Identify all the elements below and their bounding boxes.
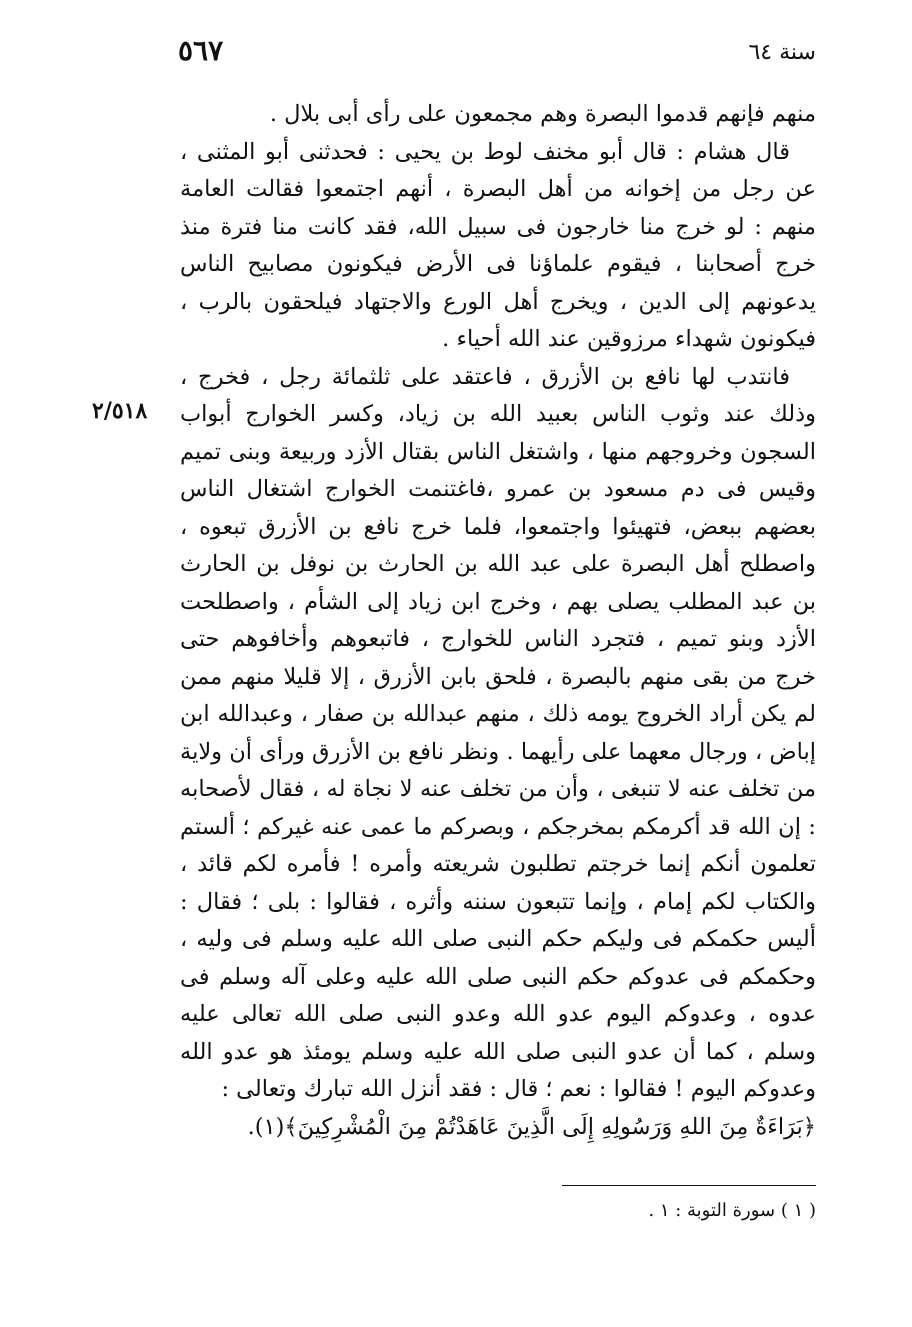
page-header [0, 34, 912, 74]
margin-reference: ٢/٥١٨ [92, 398, 148, 424]
footnote: ( ١ ) سورة التوبة : ١ . [648, 1200, 816, 1221]
running-head: سنة ٦٤ [748, 40, 816, 65]
body-text [180, 96, 816, 1146]
footnote-divider [562, 1185, 816, 1186]
paragraph-nafi-departure: فانتدب لها نافع بن الأزرق ، فاعتقد على ثلثمائة رجل ، فخرج ، وذلك عند وثوب الناس بعبيد الله بن زياد، وكسر الخوارج أبواب السجون وخروجهم منها ، واشتغل الناس بقتال الأزد وربيعة وبنى تميم وقيس فى دم مسعود بن عمرو ،فاغتنمت الخوارج اشتغال الناس بعضهم ببعض، فتهيئوا واجتمعوا، فلما خرج نافع بن الأزرق تبعوه ، واصطلح أهل البصرة على عبد الله بن الحارث بن نوفل بن الحارث بن عبد المطلب يصلى بهم ، وخرج ابن زياد إلى الشأم ، واصطلحت الأزد وبنو تميم ، فتجرد الناس للخوارج ، فاتبعوهم وأخافوهم حتى خرج من بقى منهم بالبصرة ، فلحق بابن الأزرق ، إلا قليلا منهم ممن لم يكن أراد الخروج يومه ذلك ، منهم عبدالله بن صفار ، وعبدالله ابن إباض ، ورجال معهما على رأيهما . ونظر نافع بن الأزرق ورأى أن ولاية من تخلف عنه لا تنبغى ، وأن من تخلف عنه لا نجاة له ، فقال لأصحابه : إن الله قد أكرمكم بمخرجكم ، وبصركم ما عمى عنه غيركم ؛ ألستم تعلمون أنكم إنما خرجتم تطلبون شريعته وأمره ! فأمره لكم قائد ، والكتاب لكم إمام ، وإنما تتبعون سننه وأثره ، فقالوا : بلى ؛ فقال : أليس حكمكم فى وليكم حكم النبى صلى الله عليه وسلم فى وليه ، وحكمكم فى عدوكم حكم النبى صلى الله عليه وعلى آله وسلم فى عدوه ، وعدوكم اليوم عدو الله وعدو النبى صلى الله تعالى عليه وسلم ، كما أن عدو النبى صلى الله عليه وسلم يومئذ هو عدو الله وعدوكم اليوم ! فقالوا : نعم ؛ قال : فقد أنزل الله تبارك وتعالى : [180, 363, 816, 1102]
paragraph-continuation: منهم فإنهم قدموا البصرة وهم مجمعون على رأى أبى بلال . [269, 101, 816, 127]
paragraph-hisham-report: قال هشام : قال أبو مخنف لوط بن يحيى : فحدثنى أبو المثنى ، عن رجل من إخوانه من أهل البصرة ، أنهم اجتمعوا فقالت العامة منهم : لو خرج منا خارجون فى سبيل الله، فقد كانت منا فترة منذ خرج أصحابنا ، فيقوم علماؤنا فى الأرض فيكونون مصابيح الناس يدعونهم إلى الدين ، ويخرج أهل الورع والاجتهاد فيلحقون بالرب ، فيكونون شهداء مرزوقين عند الله أحياء . [180, 138, 816, 352]
quran-verse: ﴿بَرَاءَةٌ مِنَ اللهِ وَرَسُولِهِ إِلَى الَّذِينَ عَاهَدْتُمْ مِنَ الْمُشْرِكِينَ﴾(١). [247, 1113, 816, 1140]
page-number: ٥٦٧ [178, 34, 224, 67]
